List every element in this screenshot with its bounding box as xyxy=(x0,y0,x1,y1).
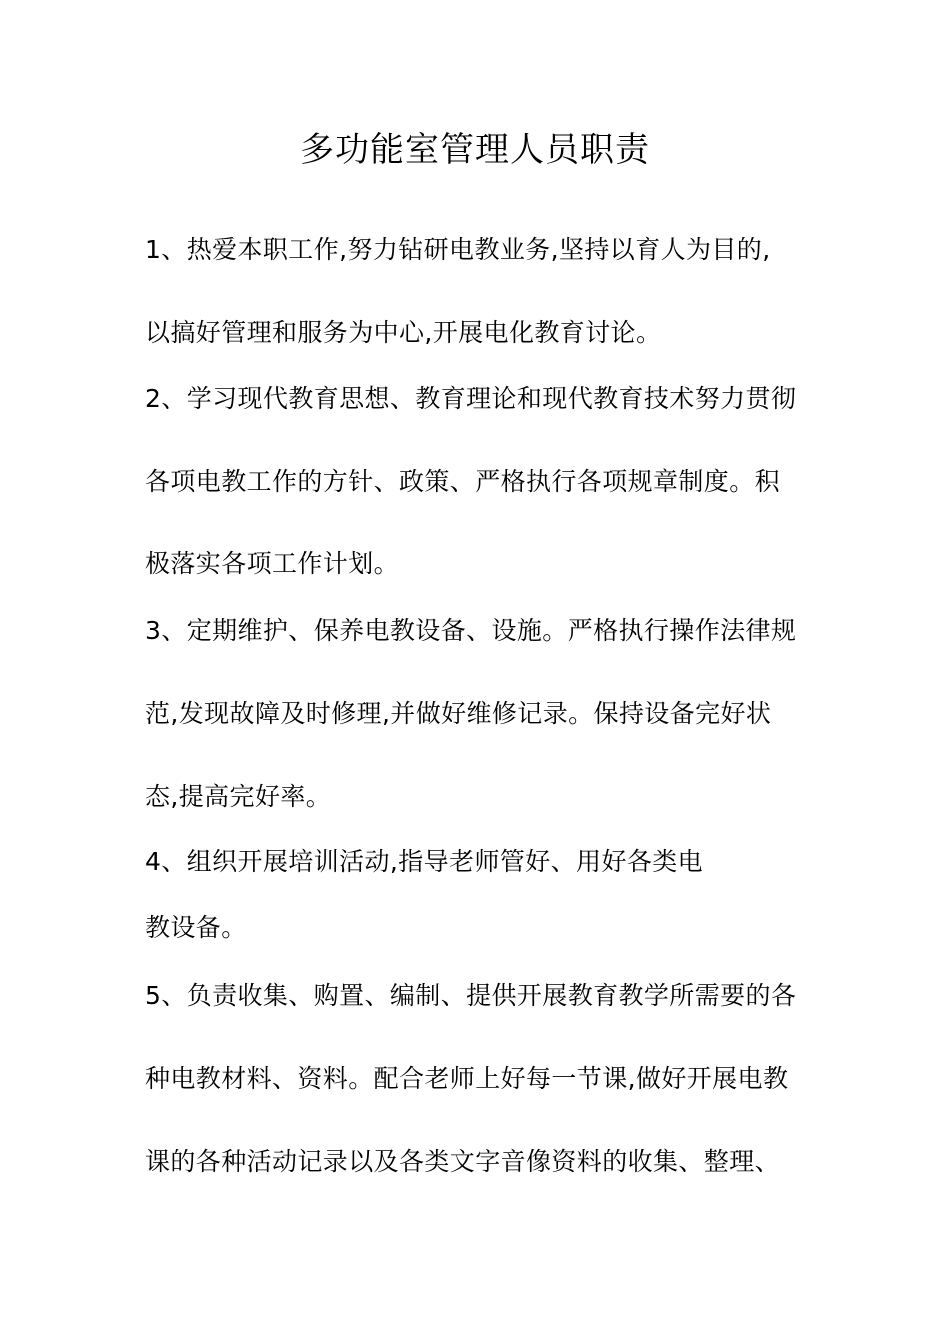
paragraph-line: 2、学习现代教育思想、教育理论和现代教育技术努力贯彻 xyxy=(145,384,797,413)
paragraph-line: 课的各种活动记录以及各类文字音像资料的收集、整理、 xyxy=(145,1147,781,1176)
paragraph-line: 态,提高完好率。 xyxy=(145,782,332,811)
paragraph-line: 范,发现故障及时修理,并做好维修记录。保持设备完好状 xyxy=(145,699,772,728)
paragraph-line: 以搞好管理和服务为中心,开展电化教育讨论。 xyxy=(145,318,662,347)
paragraph-line: 1、热爱本职工作,努力钻研电教业务,坚持以育人为目的, xyxy=(145,235,771,264)
page-title: 多功能室管理人员职责 xyxy=(300,130,650,170)
paragraph-line: 教设备。 xyxy=(145,913,247,942)
paragraph-line: 3、定期维护、保养电教设备、设施。严格执行操作法律规 xyxy=(145,616,797,645)
paragraph-line: 4、组织开展培训活动,指导老师管好、用好各类电 xyxy=(145,847,704,876)
paragraph-line: 5、负责收集、购置、编制、提供开展教育教学所需要的各 xyxy=(145,981,797,1010)
paragraph-line: 极落实各项工作计划。 xyxy=(145,549,400,578)
paragraph-line: 种电教材料、资料。配合老师上好每一节课,做好开展电教 xyxy=(145,1064,789,1093)
paragraph-line: 各项电教工作的方针、政策、严格执行各项规章制度。积 xyxy=(145,467,781,496)
